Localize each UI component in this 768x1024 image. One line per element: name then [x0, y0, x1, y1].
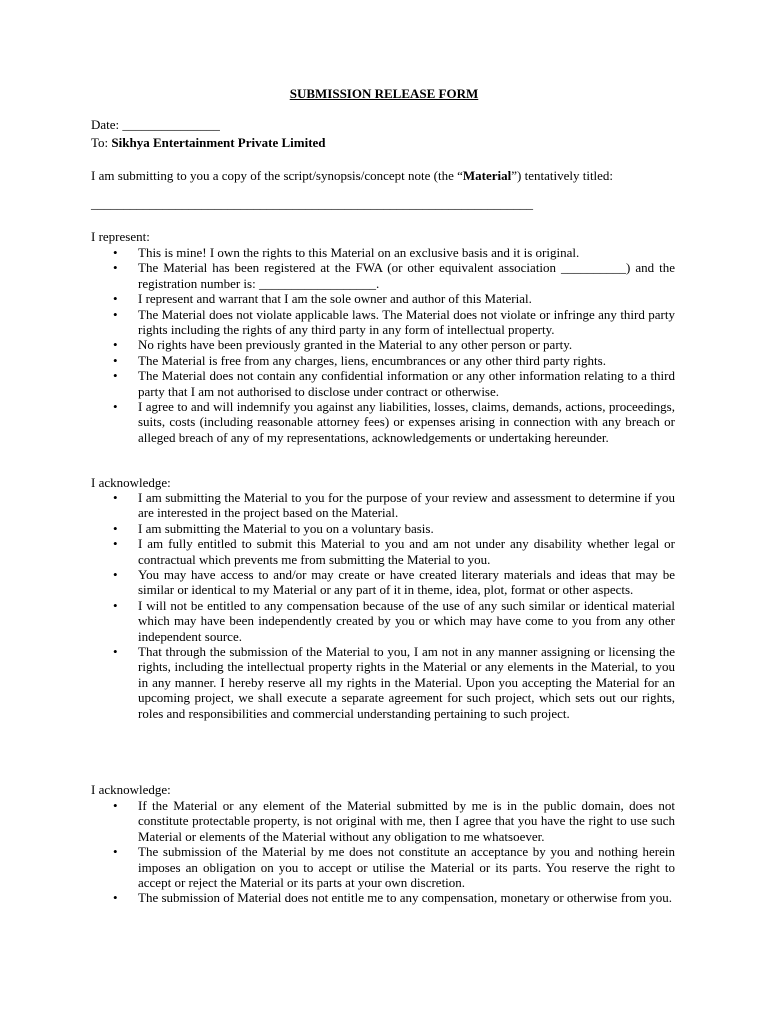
acknowledge-list — [91, 490, 675, 721]
intro-text-start: I am submitting to you a copy of the script/synopsis/concept note (the “ — [91, 168, 463, 183]
addressee-company: Sikhya Entertainment Private Limited — [111, 135, 326, 150]
list-item: • The Material does not contain any confidential information or any other information relating to a third party that I am not authorised to disclose under contract or otherwise. — [91, 368, 675, 399]
list-item: • This is mine! I own the rights to this Material on an exclusive basis and it is original. — [91, 245, 675, 260]
section-heading-represent: I represent: — [91, 229, 150, 244]
list-item: • I am submitting the Material to you on a voluntary basis. — [91, 521, 675, 536]
list-item: • The submission of the Material by me does not constitute an acceptance by you and nothing herein imposes an obligation on you to accept or utilise the Material or its parts. You reserve the right to accept or reject the Material or its parts at your own discretion. — [91, 844, 675, 890]
list-item: • I am fully entitled to submit this Material to you and am not under any disability whether legal or contractual which prevents me from submitting the Material to you. — [91, 536, 675, 567]
list-item: • The submission of Material does not entitle me to any compensation, monetary or otherwise from you. — [91, 890, 675, 905]
intro-text-end: ”) tentatively titled: — [511, 168, 614, 183]
list-item: • The Material does not violate applicable laws. The Material does not violate or infringe any third party rights including the rights of any third party in any form of intellectual property. — [91, 307, 675, 338]
list-item: • That through the submission of the Material to you, I am not in any manner assigning or licensing the rights, including the intellectual property rights in the Material or any elements in the Material, to you in any manner. I hereby reserve all my rights in the Material. Upon you accepting the Material for an upcoming project, we shall execute a separate agreement for such project, which sets out our rights, roles and responsibilities and commercial understanding pertaining to such project. — [91, 644, 675, 721]
list-item: • I represent and warrant that I am the sole owner and author of this Material. — [91, 291, 675, 306]
addressee-line — [91, 135, 326, 150]
list-item: • You may have access to and/or may create or have created literary materials and ideas that may be similar or identical to my Material or any part of it in theme, idea, plot, format or other aspects. — [91, 567, 675, 598]
section-heading-acknowledge-2: I acknowledge: — [91, 782, 171, 797]
represent-list — [91, 245, 675, 445]
list-item: • The Material has been registered at the FWA (or other equivalent association __________) and the registration number is: __________________. — [91, 260, 675, 291]
list-item: • I agree to and will indemnify you against any liabilities, losses, claims, demands, actions, proceedings, suits, costs (including reasonable attorney fees) or expenses arising in connection with any breach or alleged breach of any of my representations, acknowledgements or undertaking hereunder. — [91, 399, 675, 445]
list-item: • I will not be entitled to any compensation because of the use of any such similar or identical material which may have been independently created by you or which may have come to you from any other independent source. — [91, 598, 675, 644]
list-item: • I am submitting the Material to you for the purpose of your review and assessment to determine if you are interested in the project based on the Material. — [91, 490, 675, 521]
title-blank-line: ____________________________________________________________________ — [91, 196, 533, 211]
list-item: • If the Material or any element of the Material submitted by me is in the public domain, does not constitute protectable property, is not original with me, then I agree that you have the right to use such Material or elements of the Material without any obligation to me whatsoever. — [91, 798, 675, 844]
form-title: SUBMISSION RELEASE FORM — [289, 86, 479, 101]
intro-material-term: Material — [462, 168, 512, 183]
list-item: • The Material is free from any charges, liens, encumbrances or any other third party rights. — [91, 353, 675, 368]
acknowledge-list-2 — [91, 798, 675, 906]
list-item: • No rights have been previously granted in the Material to any other person or party. — [91, 337, 675, 352]
date-line: Date: _______________ — [91, 117, 220, 132]
intro-line — [91, 168, 613, 183]
section-heading-acknowledge: I acknowledge: — [91, 475, 171, 490]
addressee-prefix: To: — [91, 135, 112, 150]
